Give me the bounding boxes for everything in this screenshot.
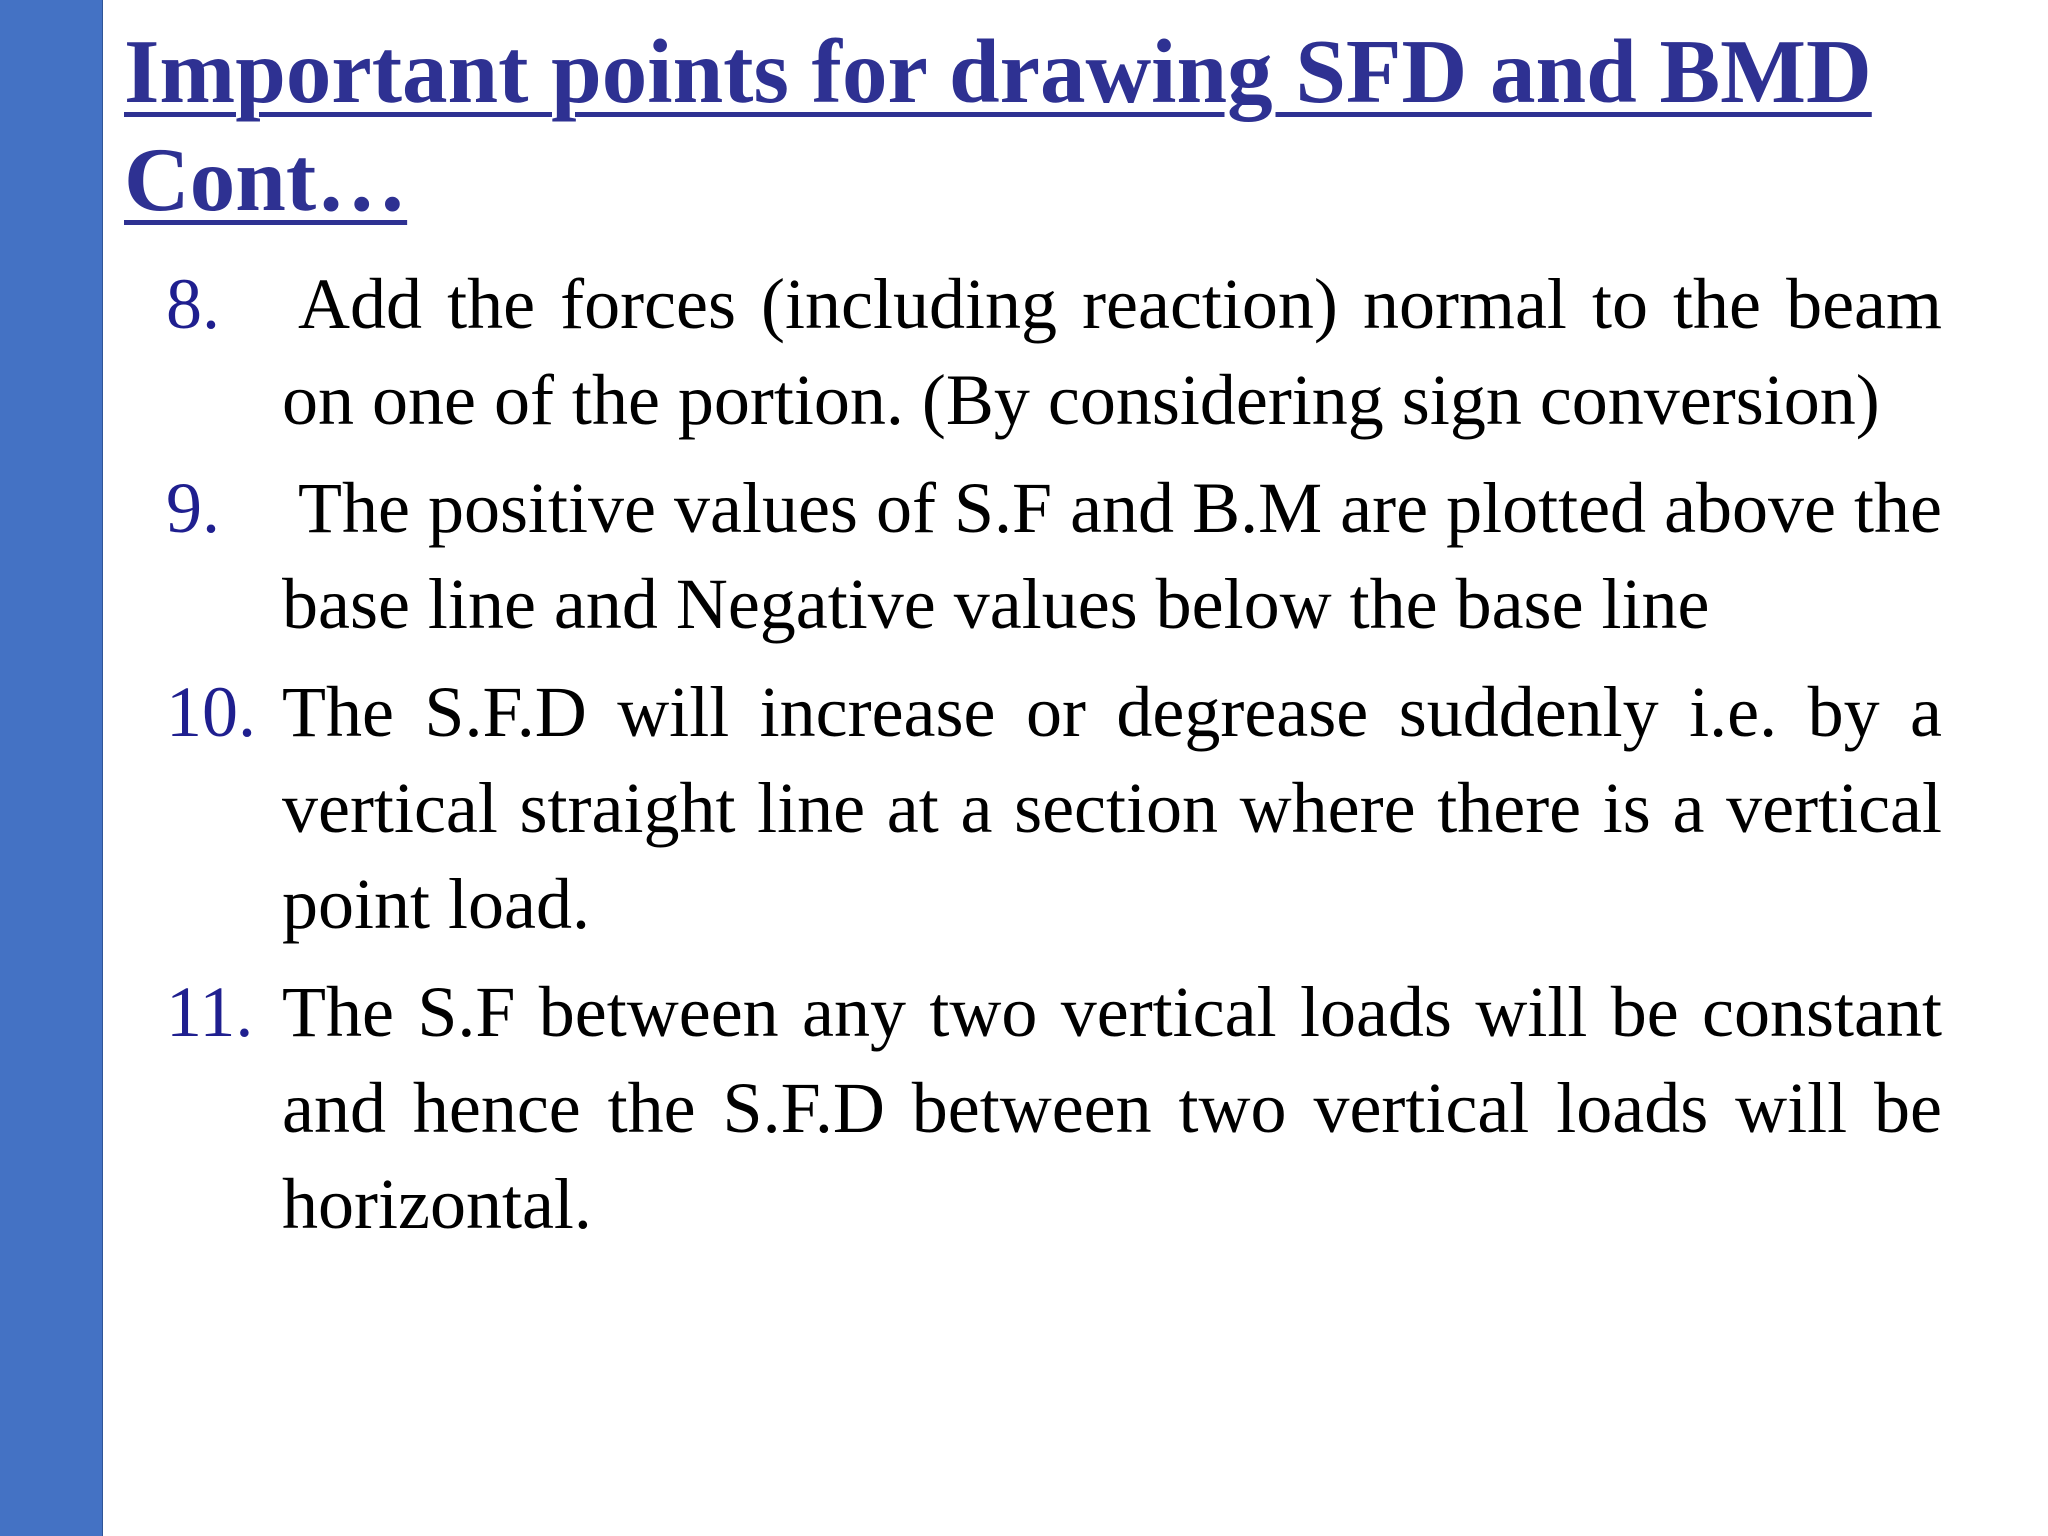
list-item-9 bbox=[166, 460, 1942, 652]
slide-title-line-2: Cont… bbox=[124, 129, 408, 230]
item-number: 9. bbox=[166, 468, 220, 548]
item-text: The S.F.D will increase or degrease suddenly i.e. by a vertical straight line at a section where there is a vertical point load. bbox=[282, 672, 1942, 944]
item-number: 11. bbox=[166, 972, 254, 1052]
item-text: The S.F between any two vertical loads will be constant and hence the S.F.D between two vertical loads will be horizontal. bbox=[282, 972, 1942, 1244]
points-list bbox=[166, 256, 1942, 1264]
list-item-10 bbox=[166, 664, 1942, 952]
accent-side-bar bbox=[0, 0, 103, 1536]
item-number: 8. bbox=[166, 264, 220, 344]
list-item-11 bbox=[166, 964, 1942, 1252]
list-item-8 bbox=[166, 256, 1942, 448]
item-text: The positive values of S.F and B.M are plotted above the base line and Negative values below the base line bbox=[282, 468, 1942, 644]
item-text: Add the forces (including reaction) normal to the beam on one of the portion. (By considering sign conversion) bbox=[282, 264, 1942, 440]
slide-title bbox=[124, 18, 1984, 234]
item-number: 10. bbox=[166, 672, 256, 752]
slide-title-line-1: Important points for drawing SFD and BMD bbox=[124, 21, 1872, 122]
